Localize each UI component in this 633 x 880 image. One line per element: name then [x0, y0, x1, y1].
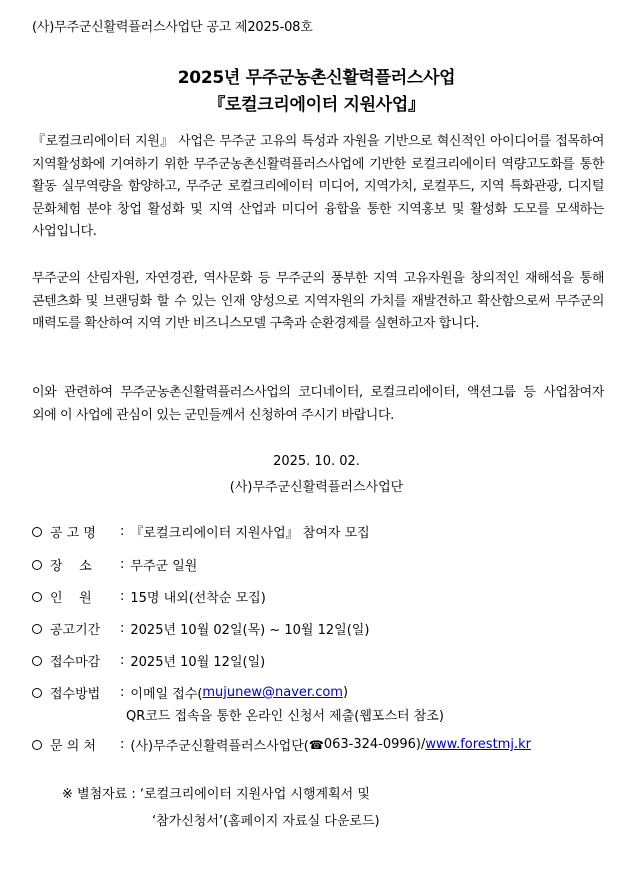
item-label: 장 소 [50, 559, 92, 574]
notice-date: 2025. 10. 02. [273, 454, 360, 469]
item-colon: : [120, 685, 125, 700]
method-second-line: QR코드 접속을 통한 온라인 신청서 제출(웹포스터 참조) [126, 709, 444, 724]
item-colon: : [120, 621, 125, 636]
item-location [32, 555, 197, 574]
circle-bullet-icon [32, 624, 42, 634]
item-label: 인 원 [50, 591, 92, 606]
item-method [32, 683, 348, 702]
item-value: 15명 내외(선착순 모집) [130, 591, 266, 606]
method-suffix: ) [342, 685, 349, 700]
contact-prefix: (사)무주군신활력플러스사업단( [130, 739, 309, 754]
item-period [32, 619, 369, 638]
contact-phone: 063-324-0996 [323, 737, 416, 752]
attachment-line-2: ‘참가신청서’(홈페이지 자료실 다운로드) [152, 814, 380, 829]
title-line-1: 2025년 무주군농촌신활력플러스사업 [177, 68, 456, 88]
item-label: 문 의 처 [50, 739, 96, 754]
circle-bullet-icon [32, 527, 42, 537]
method-prefix: 이메일 접수( [130, 687, 203, 702]
circle-bullet-icon [32, 656, 42, 666]
item-value: 2025년 10월 02일(목) ~ 10월 12일(일) [130, 623, 370, 638]
circle-bullet-icon [32, 688, 42, 698]
item-value: 2025년 10월 12일(일) [130, 655, 266, 670]
paragraph-intro: 『로컬크리에이터 지원』 사업은 무주군 고유의 특성과 자원을 기반으로 혁신적인 아이디어를 접목하여 지역활성화에 기여하기 위한 무주군농촌신활력플러스사업에 기반한 로컬크리에이터 역량고도화를 통한 활동 실무역량을 함양하고, 무주군 로컬크리에이터 미디어, 지역가치, 로컬푸드, 지역 특화관광, 디지털 문화체험 분야 창업 활성화 및 지역 산업과 미디어 융합을 통한 지역홍보 및 활성화 도모를 모색하는 사업입니다. [32, 134, 604, 239]
item-value: 무주군 일원 [130, 559, 198, 574]
title-line-2: 『로컬크리에이터 지원사업』 [208, 95, 425, 115]
email-link[interactable]: mujunew@naver.com [202, 685, 343, 700]
circle-bullet-icon [32, 592, 42, 602]
paragraph-purpose: 무주군의 산림자원, 자연경관, 역사문화 등 무주군의 풍부한 지역 고유자원을 창의적인 재해석을 통해 콘텐츠화 및 브랜딩화 할 수 있는 인재 양성으로 지역자원의 가치를 재발견하고 확산함으로써 무주군의 매력도를 확산하여 지역 기반 비즈니스모델 구축과 순환경제를 실현하고자 합니다. [32, 271, 604, 331]
item-personnel [32, 587, 266, 606]
item-label: 공고기간 [50, 623, 101, 638]
notice-number: (사)무주군신활력플러스사업단 공고 제2025-08호 [32, 20, 313, 35]
attachment-line-1: ※ 별첨자료 : ‘로컬크리에이터 지원사업 시행계획서 및 [62, 787, 370, 802]
item-value: 『로컬크리에이터 지원사업』 참여자 모집 [130, 526, 370, 541]
item-colon: : [120, 589, 125, 604]
item-colon: : [120, 653, 125, 668]
issuing-organization: (사)무주군신활력플러스사업단 [229, 480, 404, 495]
circle-bullet-icon [32, 740, 42, 750]
website-link[interactable]: www.forestmj.kr [425, 737, 531, 752]
item-label: 공 고 명 [50, 526, 96, 541]
item-contact [32, 735, 531, 754]
paragraph-request: 이와 관련하여 무주군농촌신활력플러스사업의 코디네이터, 로컬크리에이터, 액션그룹 등 사업참여자 외에 이 사업에 관심이 있는 군민들께서 신청하여 주시기 바랍니다. [32, 385, 604, 423]
item-label: 접수방법 [50, 687, 101, 702]
item-label: 접수마감 [50, 655, 101, 670]
item-colon: : [120, 557, 125, 572]
item-announcement [32, 522, 370, 541]
item-colon: : [120, 524, 125, 539]
item-deadline [32, 651, 265, 670]
contact-suffix: )/ [415, 737, 426, 752]
phone-icon: ☎ [308, 737, 324, 752]
item-colon: : [120, 737, 125, 752]
circle-bullet-icon [32, 560, 42, 570]
